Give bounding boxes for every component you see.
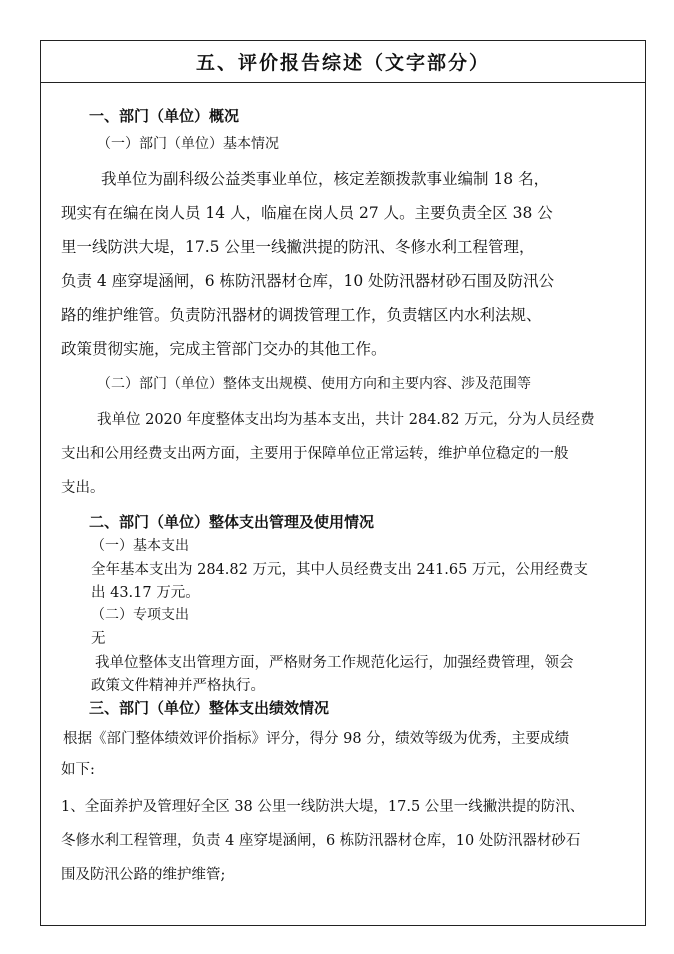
section2-sub1: （一）基本支出 <box>91 538 189 554</box>
section1-para1-line: 路的维护维管。负责防汛器材的调拨管理工作，负责辖区内水利法规、 <box>61 306 542 324</box>
section1-para2-line: 支出和公用经费支出两方面，主要用于保障单位正常运转，维护单位稳定的一般 <box>61 446 569 462</box>
section2-heading: 二、部门（单位）整体支出管理及使用情况 <box>89 513 375 531</box>
section2-para1-line: 出 43.17 万元。 <box>91 585 200 601</box>
section1-para1-line: 里一线防洪大堤，17.5 公里一线撇洪提的防汛、冬修水利工程管理， <box>61 238 535 256</box>
section1-para1-line: 负责 4 座穿堤涵闸，6 栋防汛器材仓库，10 处防汛器材砂石围及防汛公 <box>61 272 555 290</box>
section3-para2-line: 围及防汛公路的维护维管; <box>61 867 226 883</box>
section2-para2-line: 我单位整体支出管理方面，严格财务工作规范化运行，加强经费管理，领会 <box>95 655 574 671</box>
section3-para1-line: 如下: <box>61 762 95 778</box>
section3-para2-line: 冬修水利工程管理，负责 4 座穿堤涵闸，6 栋防汛器材仓库，10 处防汛器材砂石 <box>61 833 581 849</box>
title-row <box>41 41 645 83</box>
section1-para2-line: 支出。 <box>61 480 105 496</box>
page-title: 五、评价报告综述（文字部分） <box>195 52 490 74</box>
section1-para1-line: 现实有在编在岗人员 14 人，临雇在岗人员 27 人。主要负责全区 38 公 <box>61 204 553 222</box>
report-frame <box>40 40 646 926</box>
section1-para2-line: 我单位 2020 年度整体支出均为基本支出，共计 284.82 万元，分为人员经费 <box>97 412 595 428</box>
section1-heading: 一、部门（单位）概况 <box>89 107 240 125</box>
section2-none: 无 <box>91 631 106 647</box>
section3-para2-line: 1、全面养护及管理好全区 38 公里一线防洪大堤，17.5 公里一线撇洪提的防汛、 <box>61 799 585 815</box>
section1-sub2: （二）部门（单位）整体支出规模、使用方向和主要内容、涉及范围等 <box>97 376 531 392</box>
section3-heading: 三、部门（单位）整体支出绩效情况 <box>89 699 330 717</box>
section1-sub1: （一）部门（单位）基本情况 <box>97 136 279 152</box>
section3-para1-line: 根据《部门整体绩效评价指标》评分，得分 98 分，绩效等级为优秀，主要成绩 <box>63 731 570 747</box>
section1-para1-line: 政策贯彻实施，完成主管部门交办的其他工作。 <box>61 340 387 358</box>
section2-para2-line: 政策文件精神并严格执行。 <box>91 678 265 694</box>
section1-para1-line: 我单位为副科级公益类事业单位，核定差额拨款事业编制 18 名， <box>101 170 550 188</box>
section2-para1-line: 全年基本支出为 284.82 万元，其中人员经费支出 241.65 万元，公用经费支 <box>91 562 588 578</box>
section2-sub2: （二）专项支出 <box>91 607 189 623</box>
